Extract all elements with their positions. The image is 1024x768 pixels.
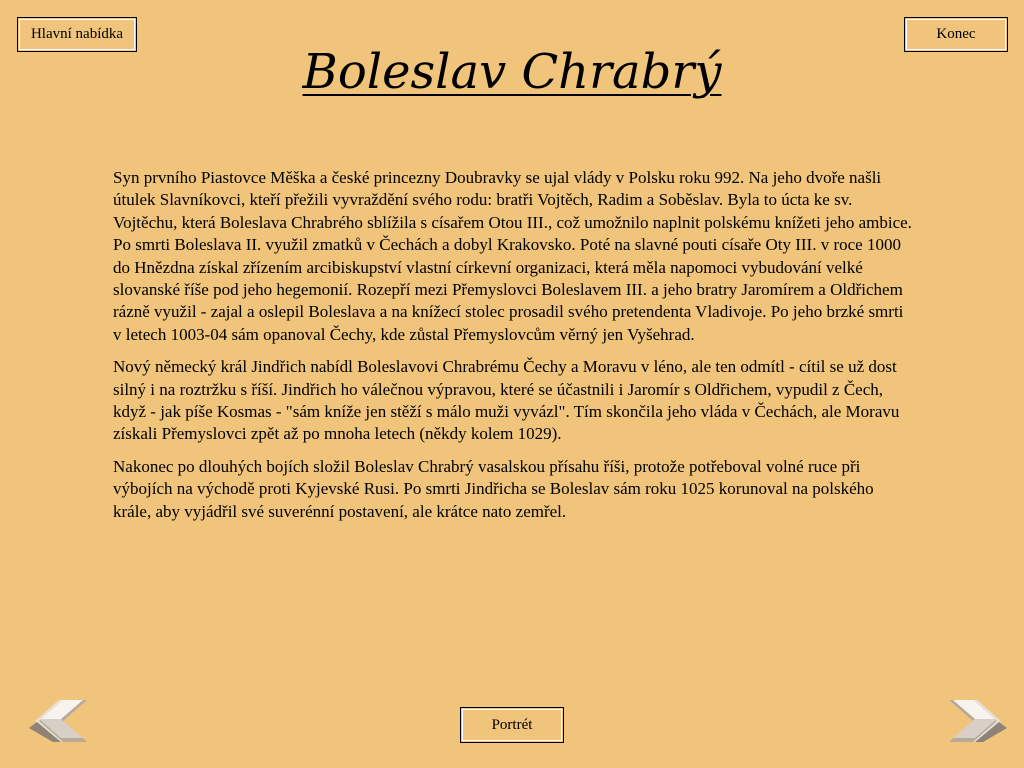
page-title-text: Boleslav Chrabrý	[302, 44, 722, 100]
left-arrow-icon	[25, 698, 89, 744]
end-button[interactable]: Konec	[904, 17, 1008, 52]
paragraph-1: Syn prvního Piastovce Měška a české princezny Doubravky se ujal vlády v Polsku roku 992. Na jeho dvoře našli útulek Slavníkovci, kteří přežili vyvraždění svého rodu: bratři Vojtěch, Radim a Soběslav. Byla to úcta ke sv. Vojtěchu, která Boleslava Chrabrého sblížila s císařem Otou III., což umožnilo naplnit polskému knížeti jeho ambice. Po smrti Boleslava II. využil zmatků v Čechách a dobyl Krakovsko. Poté na slavné pouti císaře Oty III. v roce 1000 do Hnězdna získal zřízením arcibiskupství vlastní církevní organizaci, která měla napomoci vybudování velké slovanské říše pod jeho hegemonií. Rozepří mezi Přemyslovci Boleslavem III. a jeho bratry Jaromírem a Oldřichem rázně využil - zajal a oslepil Boleslava a na knížecí stolec prosadil svého pretendenta Vladivoje. Po jeho brzké smrti v letech 1003-04 sám opanoval Čechy, kde zůstal Přemyslovcům věrný jen Vyšehrad.	[113, 168, 912, 344]
next-button[interactable]	[947, 698, 1011, 744]
right-arrow-icon	[947, 698, 1011, 744]
previous-button[interactable]	[25, 698, 89, 744]
paragraph-3: Nakonec po dlouhých bojích složil Boleslav Chrabrý vasalskou přísahu říši, protože potřeboval volné ruce při výbojích na východě proti Kyjevské Rusi. Po smrti Jindřicha se Boleslav sám roku 1025 korunoval na polského krále, aby vyjádřil své suverénní postavení, ale krátce nato zemřel.	[113, 456, 874, 521]
page-title	[0, 40, 1024, 104]
paragraph-2: Nový německý král Jindřich nabídl Boleslavovi Chrabrému Čechy a Moravu v léno, ale ten odmítl - cítil se už dost silný i na roztržku s říší. Jindřich ho válečnou výpravou, které se účastnili i Jaromír s Oldřichem, vypudil z Čech, když - jak píše Kosmas - "sám kníže jen stěží s málo muži vyvázl". Tím skončila jeho vláda v Čechách, ale Moravu získali Přemyslovci zpět až po mnoha letech (někdy kolem 1029).	[113, 357, 900, 444]
portrait-button[interactable]: Portrét	[460, 707, 564, 743]
article-body	[113, 167, 913, 533]
main-menu-button[interactable]: Hlavní nabídka	[17, 17, 137, 52]
